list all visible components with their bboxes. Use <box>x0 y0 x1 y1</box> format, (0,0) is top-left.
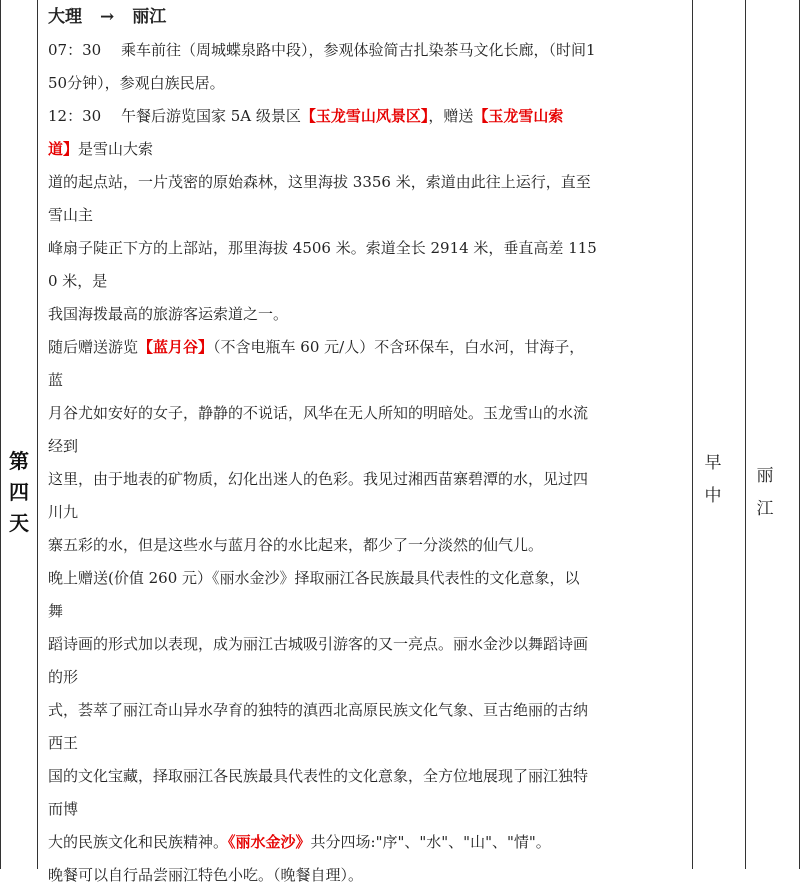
text-line: 我国海拨最高的旅游客运索道之一。 <box>48 305 289 323</box>
day-label <box>0 446 38 539</box>
itinerary-content <box>48 0 688 892</box>
day-char: 四 <box>9 480 29 504</box>
accommodation-cell <box>755 460 775 526</box>
arrow-icon: → <box>100 7 115 27</box>
text-line: 式，荟萃了丽江奇山异水孕育的独特的滇西北高原民族文化气象、亘古绝丽的古纳 <box>48 701 589 719</box>
text-line: 蓝 <box>48 371 64 389</box>
left-table-border <box>0 0 1 869</box>
text-line: 50分钟），参观白族民居。 <box>48 74 225 92</box>
text-line: 07：30 乘车前往（周城蝶泉路中段），参观体验简古扎染茶马文化长廊，（时间1 <box>48 41 596 59</box>
highlight-show: 《丽水金沙》 <box>228 833 311 851</box>
text-line: 月谷尤如安好的女子，静静的不说话，风华在无人所知的明暗处。玉龙雪山的水流 <box>48 404 589 422</box>
text-line: 随后赠送游览【蓝月谷】（不含电瓶车 60 元/人）不含环保车，白水河，甘海子， <box>48 338 585 356</box>
text-line: 而博 <box>48 800 79 818</box>
day-char: 第 <box>9 449 29 473</box>
text-line: 寨五彩的水，但是这些水与蓝月谷的水比起来，都少了一分淡然的仙气儿。 <box>48 536 544 554</box>
text-line: 蹈诗画的形式加以表现，成为丽江古城吸引游客的又一亮点。丽水金沙以舞蹈诗画 <box>48 635 589 653</box>
text-line: 西王 <box>48 734 79 752</box>
day-char: 天 <box>9 511 29 535</box>
route-heading <box>48 0 688 34</box>
content-column-divider <box>692 0 693 869</box>
text-line: 0 米，是 <box>48 272 108 290</box>
text-line: 舞 <box>48 602 64 620</box>
text-line: 国的文化宝藏，择取丽江各民族最具代表性的文化意象，全方位地展现了丽江独特 <box>48 767 589 785</box>
text-line: 峰扇子陡正下方的上部站，那里海拔 4506 米。索道全长 2914 米，垂直高差 115 <box>48 239 597 257</box>
route-to: 丽江 <box>132 7 167 27</box>
text-line: 大的民族文化和民族精神。《丽水金沙》共分四场:"序"、"水"、"山"、"情"。 <box>48 833 551 851</box>
text-line: 这里，由于地表的矿物质，幻化出迷人的色彩。我见过湘西苗寨碧潭的水，见过四 <box>48 470 589 488</box>
text-line: 晚餐可以自行品尝丽江特色小吃。（晚餐自理）。 <box>48 866 364 884</box>
route-from: 大理 <box>48 7 82 27</box>
highlight-attraction: 道】 <box>48 140 79 158</box>
meals-cell <box>703 447 723 513</box>
text-line: 道】是雪山大索 <box>48 140 154 158</box>
text-line: 雪山主 <box>48 206 94 224</box>
text-line: 的形 <box>48 668 79 686</box>
meal-char: 早 <box>704 453 722 473</box>
meal-char: 中 <box>704 486 722 506</box>
stay-char: 江 <box>756 499 774 519</box>
text-line: 道的起点站，一片茂密的原始森林，这里海拔 3356 米，索道由此往上运行，直至 <box>48 173 591 191</box>
text-line: 12：30 午餐后游览国家 5A 级景区【玉龙雪山风景区】，赠送【玉龙雪山索 <box>48 107 564 125</box>
day-column-divider <box>37 0 38 869</box>
text-line: 晚上赠送(价值 260 元）《丽水金沙》择取丽江各民族最具代表性的文化意象，以 <box>48 569 580 587</box>
meal-column-divider <box>745 0 746 869</box>
highlight-attraction: 【玉龙雪山风景区】 <box>300 107 429 125</box>
text-line: 经到 <box>48 437 79 455</box>
highlight-attraction: 【玉龙雪山索 <box>473 107 564 125</box>
text-line: 川九 <box>48 503 79 521</box>
highlight-attraction: 【蓝月谷】 <box>138 338 214 356</box>
stay-char: 丽 <box>756 466 774 486</box>
